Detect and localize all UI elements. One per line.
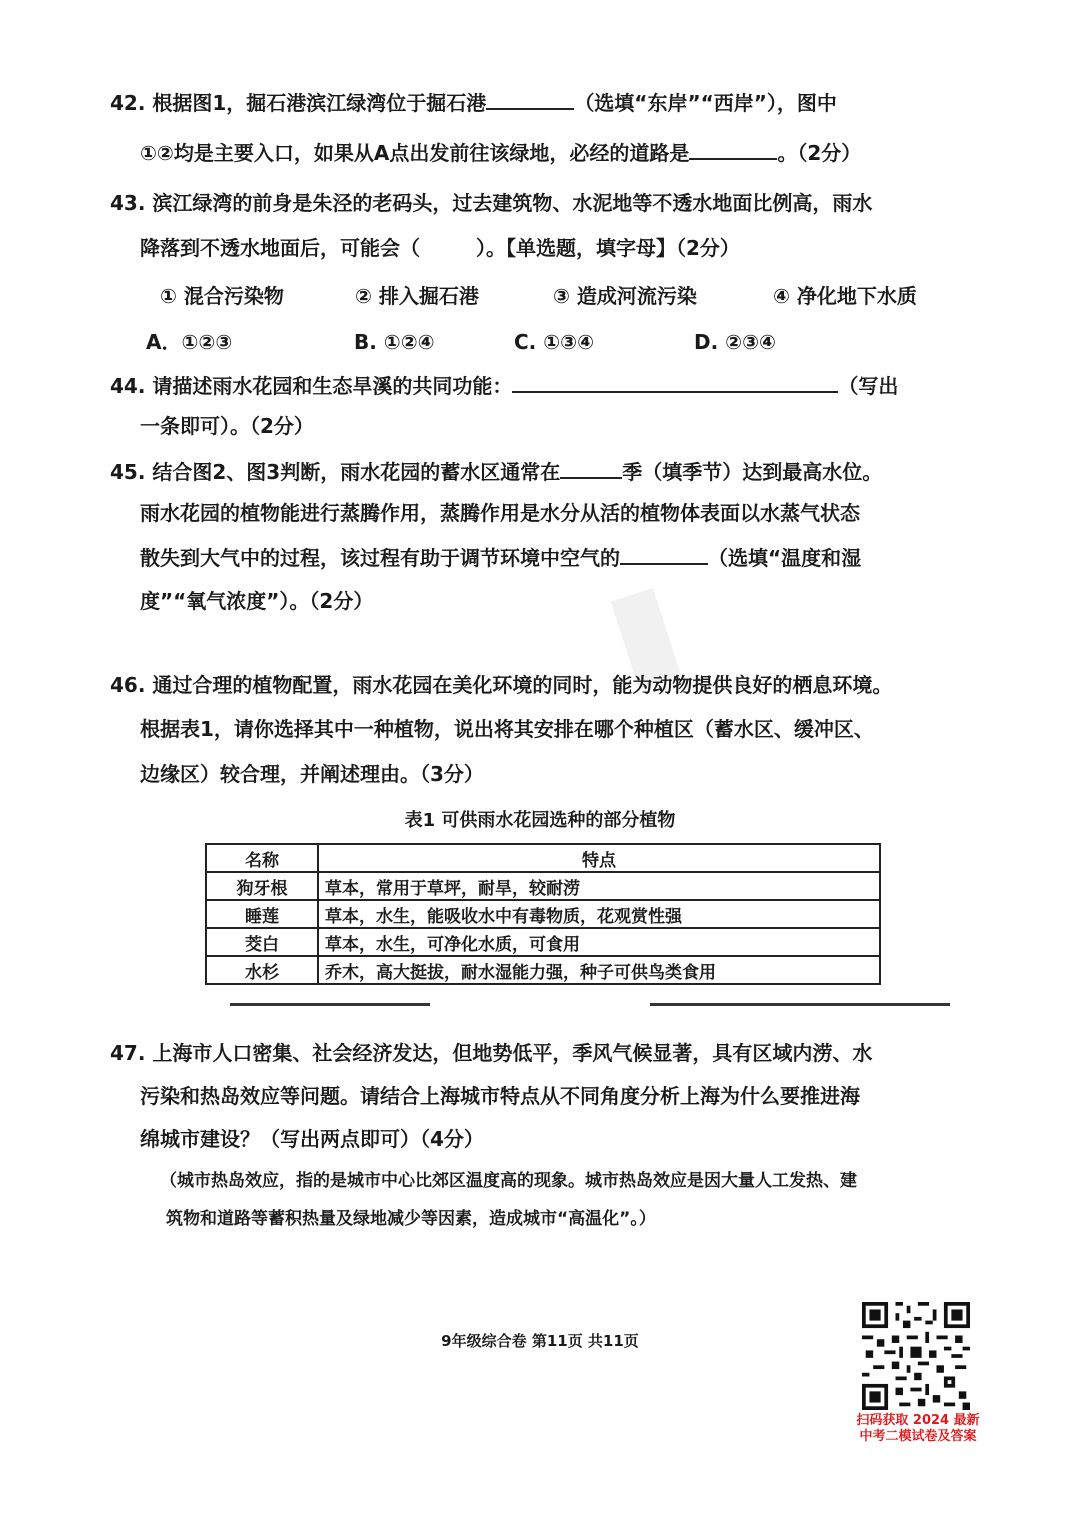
q42-text-1a: 42. 根据图1，掘石港滨江绿湾位于掘石港: [110, 91, 487, 115]
qr-caption-line-1: 扫码获取 2024 最新: [856, 1413, 980, 1428]
qr-code-icon[interactable]: [862, 1302, 970, 1410]
q42-text-1b: （选填“东岸”“西岸”），图中: [574, 91, 837, 115]
table-caption: 表1 可供雨水花园选种的部分植物: [404, 810, 676, 831]
q43-item-1: ① 混合污染物: [160, 284, 284, 308]
q42-blank-2[interactable]: [689, 138, 777, 160]
q44-blank[interactable]: [512, 371, 838, 393]
q45-text-3b: （选填“温度和湿: [708, 546, 862, 570]
plants-table: [205, 843, 881, 985]
plant-feature: 草本，常用于草坪，耐旱，较耐涝: [318, 872, 880, 900]
divider-right: [650, 1003, 950, 1006]
plant-feature: 草本，水生，可净化水质，可食用: [318, 928, 880, 956]
q44-text-2: 一条即可）。（2分）: [140, 414, 314, 438]
q43-choice-a[interactable]: A．①②③: [146, 330, 233, 354]
q44-text-1a: 44. 请描述雨水花园和生态旱溪的共同功能：: [110, 374, 513, 398]
table-row: [206, 956, 880, 984]
q45-blank-1[interactable]: [560, 457, 622, 479]
q43-choice-d[interactable]: D. ②③④: [694, 330, 776, 354]
table-header-row: [206, 844, 880, 872]
q44-text-1b: （写出: [838, 374, 899, 398]
q43-text-2b: ）。【单选题，填字母】（2分）: [476, 236, 740, 260]
divider-left: [230, 1003, 430, 1006]
table-row: [206, 928, 880, 956]
q43-choices: [146, 326, 776, 355]
plant-feature: 草本，水生，能吸收水中有毒物质，花观赏性强: [318, 900, 880, 928]
q45-text-4: 度”“氧气浓度”）。（2分）: [140, 589, 374, 613]
q43-choice-b[interactable]: B. ①②④: [354, 330, 435, 354]
q46-text-2: 根据表1，请你选择其中一种植物，说出将其安排在哪个种植区（蓄水区、缓冲区、: [140, 717, 874, 741]
q43-item-3: ③ 造成河流污染: [553, 284, 697, 308]
page-footer: 9年级综合卷 第11页 共11页: [441, 1332, 639, 1350]
q43-items: [160, 280, 917, 309]
plant-feature: 乔木，高大挺拔，耐水湿能力强，种子可供鸟类食用: [318, 956, 880, 984]
q42-text-2b: 。（2分）: [777, 141, 862, 165]
table-row: [206, 900, 880, 928]
q45-text-2: 雨水花园的植物能进行蒸腾作用，蒸腾作用是水分从活的植物体表面以水蒸气状态: [140, 501, 860, 525]
watermark: ▮: [590, 553, 696, 706]
q43-text-2a: 降落到不透水地面后，可能会（: [140, 236, 420, 260]
plant-name: 狗牙根: [206, 872, 318, 900]
q45-text-3a: 散失到大气中的过程，该过程有助于调节环境中空气的: [140, 546, 620, 570]
q46-text-1: 46. 通过合理的植物配置，雨水花园在美化环境的同时，能为动物提供良好的栖息环境。: [110, 673, 893, 697]
q47-note-1: （城市热岛效应，指的是城市中心比郊区温度高的现象。城市热岛效应是因大量人工发热、建: [160, 1171, 857, 1191]
q47-text-3: 绵城市建设？（写出两点即可）（4分）: [140, 1127, 484, 1151]
q43-item-2: ② 排入掘石港: [355, 284, 479, 308]
q45-text-1b: 季（填季节）达到最高水位。: [622, 460, 883, 484]
q47-note-2: 筑物和道路等蓄积热量及绿地减少等因素，造成城市“高温化”。）: [166, 1209, 656, 1229]
q47-text-1: 47. 上海市人口密集、社会经济发达，但地势低平，季风气候显著，具有区域内涝、水: [110, 1041, 873, 1065]
plant-name: 茭白: [206, 928, 318, 956]
q42-blank-1[interactable]: [486, 88, 574, 110]
table-row: [206, 872, 880, 900]
plant-name: 睡莲: [206, 900, 318, 928]
q42-text-2a: ①②均是主要入口，如果从A点出发前往该绿地，必经的道路是: [140, 141, 690, 165]
q43-item-4: ④ 净化地下水质: [773, 284, 917, 308]
q45-text-1a: 45. 结合图2、图3判断，雨水花园的蓄水区通常在: [110, 460, 561, 484]
qr-caption: [838, 1413, 998, 1445]
q43-choice-c[interactable]: C. ①③④: [514, 330, 595, 354]
table-header-name: 名称: [206, 844, 318, 872]
qr-caption-line-2: 中考二模试卷及答案: [859, 1429, 977, 1444]
plant-name: 水杉: [206, 956, 318, 984]
q47-text-2: 污染和热岛效应等问题。请结合上海城市特点从不同角度分析上海为什么要推进海: [140, 1084, 860, 1108]
q43-text-1: 43. 滨江绿湾的前身是朱泾的老码头，过去建筑物、水泥地等不透水地面比例高，雨水: [110, 191, 873, 215]
table-header-feature: 特点: [318, 844, 880, 872]
q46-text-3: 边缘区）较合理，并阐述理由。（3分）: [140, 762, 484, 786]
